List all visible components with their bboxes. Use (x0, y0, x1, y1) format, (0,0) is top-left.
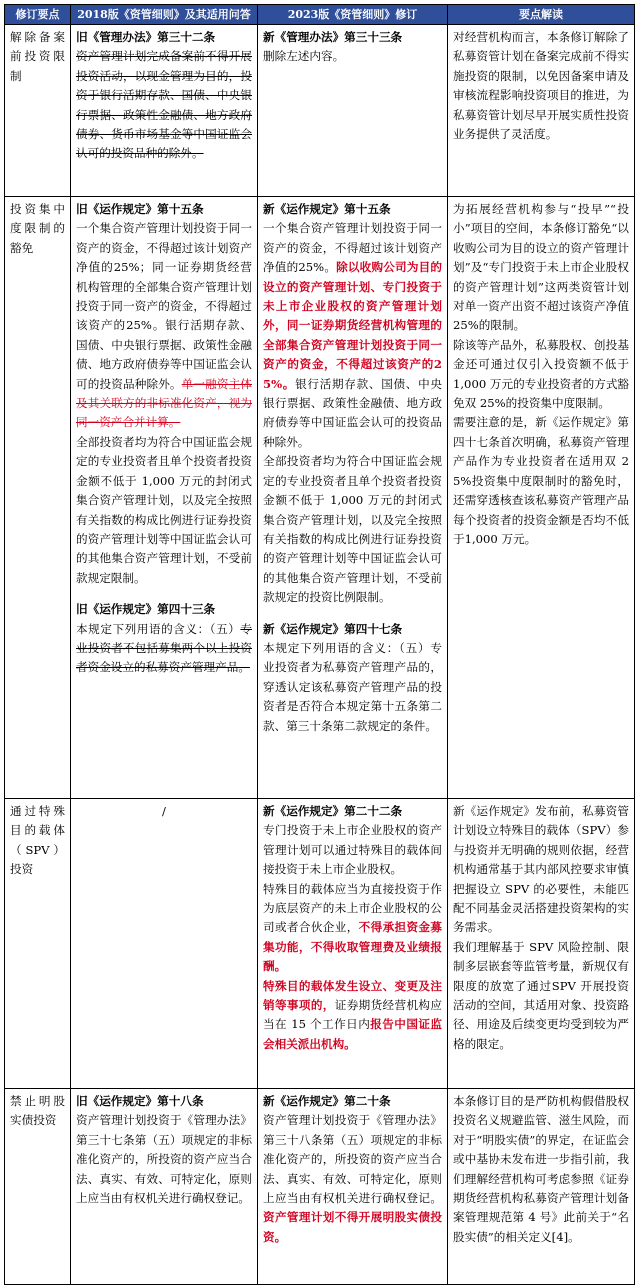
new-rule-text: 本规定下列用语的含义：（五）专业投资者为私募资产管理产品的，穿透认定该私募资产管理产品的投资者是否符合本规定第十五条第二款、第三十条第二款规定的条件。 (263, 640, 442, 733)
new-rule-text: 特殊目的载体应当为直接投资于作为底层资产的未上市企业股权的公司或者合伙企业， (263, 881, 442, 935)
old-rule-cell (71, 1089, 258, 1285)
interpretation-text: 为拓展经营机构参与“投早”“投小”项目的空间，本条修订豁免“以收购公司为目的设立的资产管理计划”及“专门投资于未上市企业股权的资产管理计划”这两类资管计划对单一资产出资不超过该资产净值25%的限制。 (453, 202, 629, 333)
new-rule-paragraph (263, 219, 442, 452)
spacer (263, 608, 442, 620)
header-topic: 修订要点 (5, 5, 71, 25)
new-rule-heading: 新《运作规定》第二十条 (263, 1094, 391, 1108)
row-topic: 禁止明股实债投资 (5, 1089, 71, 1285)
old-rule-heading: 旧《运作规定》第十五条 (76, 202, 204, 216)
old-rule-text: 资产管理计划投资于《管理办法》第三十七条第（五）项规定的非标准化资产的，所投资的资产应当合法、真实、有效、可特定化，原则上应当由有权机关进行确权登记。 (76, 1113, 252, 1206)
interpretation-cell (448, 1089, 635, 1285)
table-row (5, 197, 635, 799)
old-rule-cell (71, 197, 258, 799)
interpretation-text: 我们理解基于 SPV 风险控制、限制多层嵌套等监管考量，新规仅有限度的放宽了通过SPV 开展投资活动的空间，其适用对象、投资路径、用途及后续变更均受到较为严格的限定。 (453, 939, 629, 1051)
old-rule-heading: 旧《管理办法》第三十二条 (76, 30, 216, 44)
new-rule-heading: 新《运作规定》第十五条 (263, 202, 391, 216)
interpretation-cell (448, 25, 635, 197)
table-row (5, 799, 635, 1089)
new-rule-text: 证券期货经营机构应当在 15 个工作日内 (263, 998, 442, 1032)
new-rule-paragraph (263, 1111, 442, 1247)
added-text: 资产管理计划不得开展明股实债投资。 (263, 1210, 442, 1244)
added-text: 不得承担资金募集功能，不得收取管理费及业绩报酬。 (263, 920, 442, 974)
old-rule-text: 一个集合资产管理计划投资于同一资产的资金，不得超过该计划资产净值的25%；同一证券期货经营机构管理的全部集合资产管理计划投资于同一资产的资金，不得超过该资产的25%。银行活期存款、国债、中央银行票据、政策性金融债、地方政府债券等中国证监会认可的投资品种除外。 (76, 221, 252, 391)
interpretation-text: 新《运作规定》发布前，私募资管计划设立特殊目的载体（SPV）参与投资并无明确的规则依据，经营机构通常基于其内部风控要求审慎把握设立 SPV 的必要性，未能匹配不同基金灵活搭建投资架构的实务需求。 (453, 804, 629, 935)
old-rule-text: 全部投资者均为符合中国证监会规定的专业投资者且单个投资者投资金额不低于 1,000 万元的封闭式集合资产管理计划，以及完全按照有关指数的构成比例进行证券投资的资产管理计划等中国证监会认可的其他集合资产管理计划，不受前款规定限制。 (76, 434, 252, 585)
interpretation-cell (448, 197, 635, 799)
old-rule-cell (71, 25, 258, 197)
new-rule-heading: 新《管理办法》第三十三条 (263, 30, 403, 44)
new-rule-cell (258, 799, 448, 1089)
new-rule-text: 银行活期存款、国债、中央银行票据、政策性金融债、地方政府债券等中国证监会认可的投资品种除外。 (263, 376, 442, 449)
deleted-text: 单一融资主体及其关联方的非标准化资产，视为同一资产合并计算。 (76, 376, 252, 430)
new-rule-text: 全部投资者均为符合中国证监会规定的专业投资者且单个投资者投资金额不低于 1,000 万元的封闭式集合资产管理计划，以及完全按照有关指数的构成比例进行证券投资的资产管理计划等中国证监会认可的其他集合资产管理计划，不受前款规定的投资比例限制。 (263, 454, 442, 605)
interpretation-text: 本条修订目的是严防机构假借股权投资名义规避监管、滋生风险，而对于“明股实债”的界定，在证监会或中基协未发布进一步指引前，我们理解经营机构可考虑参照《证券期货经营机构私募资产管理计划备案管理规范第 4 号》此前关于“名股实债”的相关定义[4]。 (453, 1094, 629, 1244)
table-header-row (5, 5, 635, 25)
old-rule-paragraph (76, 219, 252, 432)
new-rule-text: 一个集合资产管理计划投资于同一资产的资金，不得超过该计划资产净值的25%。 (263, 221, 442, 275)
header-2018-rules: 2018版《资管细则》及其适用问答 (71, 5, 258, 25)
new-rule-cell (258, 1089, 448, 1285)
old-rule-text: 本规定下列用语的含义：（五） (76, 621, 241, 636)
new-rule-text: 资产管理计划投资于《管理办法》第三十八条第（五）项规定的非标准化资产的，所投资的资产应当合法、真实、有效、可特定化，原则上应当由有权机关进行确权登记。 (263, 1113, 442, 1206)
deleted-text: 资产管理计划完成备案前不得开展投资活动，以现金管理为目的，投资于银行活期存款、国债、中央银行票据、政策性金融债、地方政府债券、货币市场基金等中国证监会认可的投资品种的除外。 (76, 49, 252, 161)
old-rule-heading: 旧《运作规定》第十八条 (76, 1094, 204, 1108)
added-text: 特殊目的载体发生设立、变更及注销等事项的， (263, 978, 442, 1013)
header-2023-revision: 2023版《资管细则》修订 (258, 5, 448, 25)
row-topic: 投资集中度限制的豁免 (5, 197, 71, 799)
new-rule-paragraph (263, 977, 442, 1055)
spacer (76, 588, 252, 600)
new-rule-cell (258, 25, 448, 197)
deleted-text: 专业投资者不包括募集两个以上投资者资金设立的私募资产管理产品。 (76, 621, 252, 675)
new-rule-cell (258, 197, 448, 799)
interpretation-text: 需要注意的是，新《运作规定》第四十七条首次明确，私募资产管理产品作为专业投资者在适用双 25%投资集中度限制时的豁免时，还需穿透核查该私募资产管理产品每个投资者的投资金额是否均不低于1,000 万元。 (453, 415, 629, 546)
row-topic: 解除备案前投资限制 (5, 25, 71, 197)
new-rule-heading: 新《运作规定》第四十七条 (263, 621, 403, 636)
new-rule-text: 专门投资于未上市企业股权的资产管理计划可以通过特殊目的载体间接投资于未上市企业股权。 (263, 823, 442, 877)
old-rule-cell (71, 799, 258, 1089)
header-interpretation: 要点解读 (448, 5, 635, 25)
new-rule-text: 删除左述内容。 (263, 49, 345, 64)
interpretation-cell (448, 799, 635, 1089)
row-topic: 通过特殊目的载体（SPV）投资 (5, 799, 71, 1089)
added-text: 报告中国证监会相关派出机构。 (263, 1017, 442, 1051)
interpretation-text: 对经营机构而言，本条修订解除了私募资管计划在备案完成前不得实施投资的限制，以免因备案申请及审核流程影响投资项目的推进，为私募资管计划尽早开展实质性投资业务提供了灵活度。 (453, 30, 629, 142)
not-applicable-mark: / (162, 804, 166, 818)
table-row (5, 1089, 635, 1285)
new-rule-paragraph (263, 880, 442, 977)
added-text: 除以收购公司为目的设立的资产管理计划、专门投资于未上市企业股权的资产管理计划外，同一证券期货经营机构管理的全部集合资产管理计划投资于同一资产的资金，不得超过该资产的25%。 (263, 260, 442, 391)
comparison-table (4, 4, 635, 1285)
table-row (5, 25, 635, 197)
old-rule-heading: 旧《运作规定》第四十三条 (76, 602, 216, 617)
old-rule-paragraph (76, 620, 252, 678)
new-rule-heading: 新《运作规定》第二十二条 (263, 804, 403, 818)
interpretation-text: 除该等产品外，私募股权、创投基金还可通过仅引入投资额不低于 1,000 万元的专业投资者的方式豁免双 25%的投资集中度限制。 (453, 337, 630, 411)
